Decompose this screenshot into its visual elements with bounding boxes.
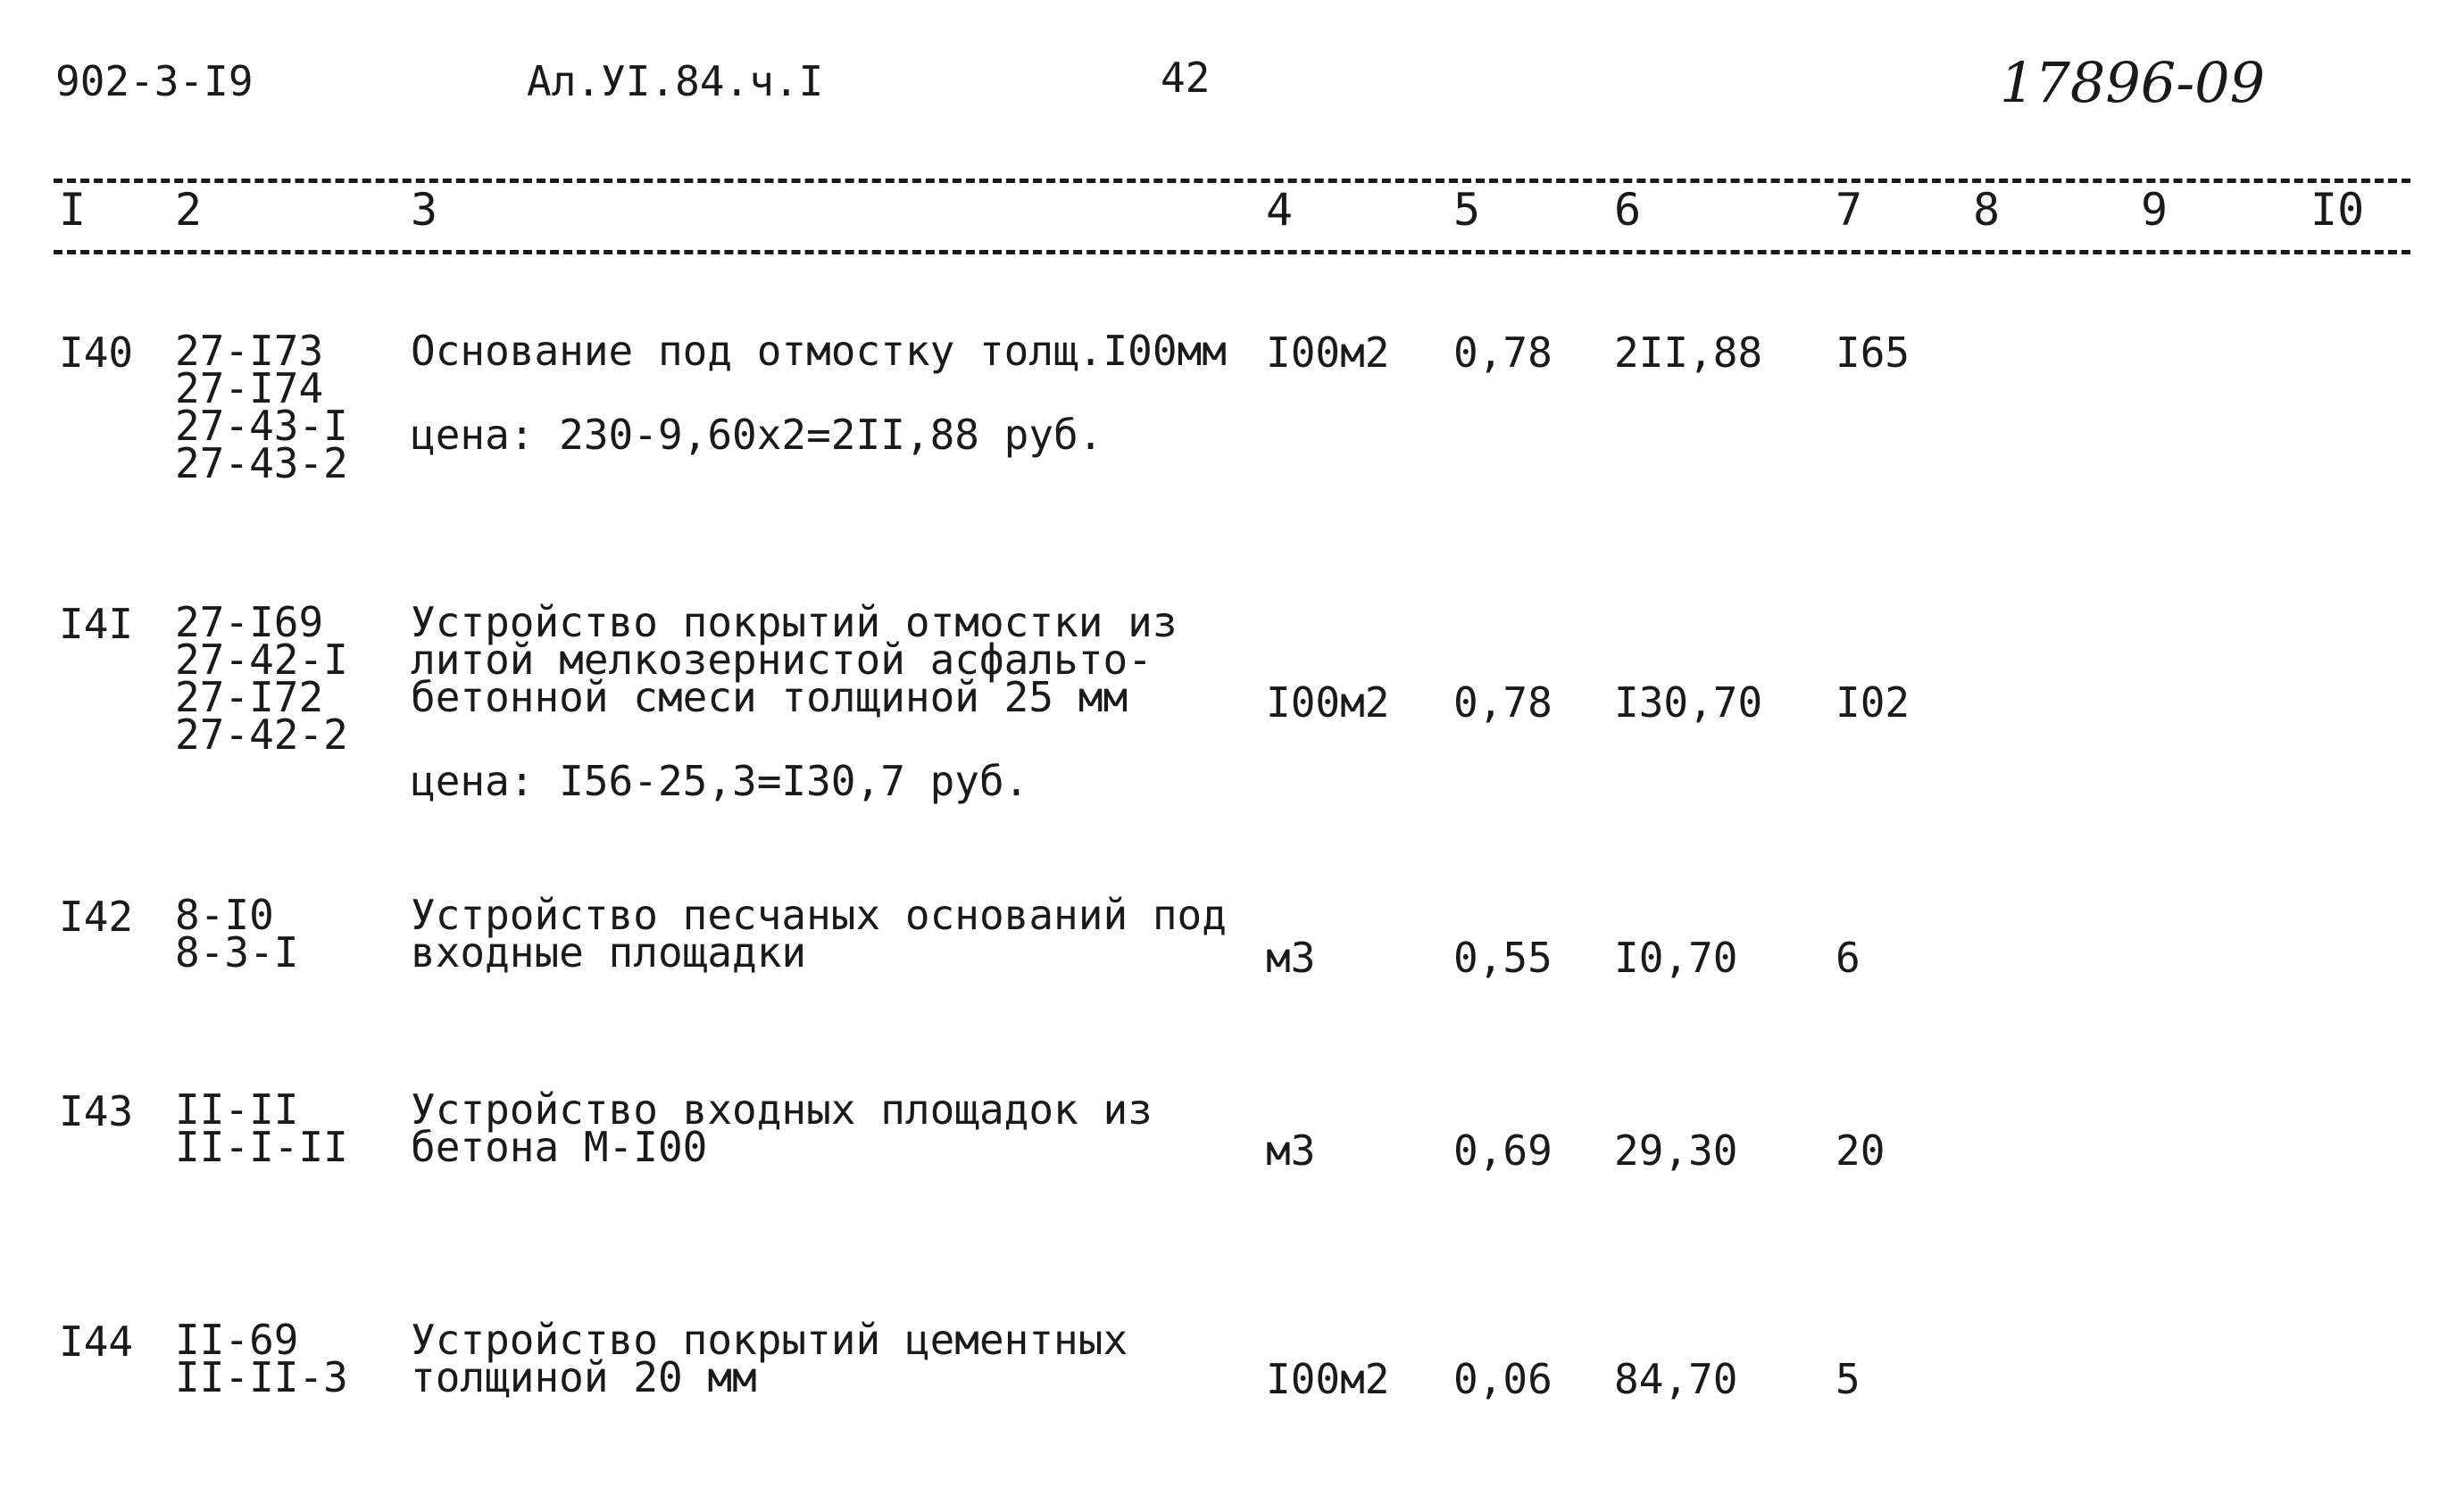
total-cell: 5 <box>1836 1355 1860 1403</box>
quantity-cell: 0,78 <box>1453 328 1552 377</box>
album-ref: Ал.УI.84.ч.I <box>527 57 824 105</box>
unit-cell: I00м2 <box>1266 678 1390 727</box>
page-number: 42 <box>1161 54 1211 102</box>
row-number: I42 <box>59 893 134 941</box>
quantity-cell: 0,06 <box>1453 1355 1552 1403</box>
unit-cell: I00м2 <box>1266 328 1390 377</box>
unit-cell: I00м2 <box>1266 1355 1390 1403</box>
cost-cell: I30,70 <box>1614 678 1763 727</box>
row-description <box>411 1316 1128 1401</box>
row-codes <box>175 1085 348 1171</box>
cost-cell: 2II,88 <box>1614 328 1763 377</box>
code-line: 27-I74 <box>175 364 324 412</box>
quantity-cell: 0,78 <box>1453 678 1552 727</box>
code-line: II-II <box>175 1085 299 1134</box>
col-header-8: 8 <box>1973 184 2001 236</box>
col-header-5: 5 <box>1453 184 1481 236</box>
code-line: II-II-3 <box>175 1353 348 1401</box>
row-number: I44 <box>59 1317 134 1366</box>
description-line: бетонной смеси толщиной 25 мм <box>411 673 1128 721</box>
price-note: цена: 230-9,60х2=2II,88 руб. <box>411 411 1103 459</box>
cost-cell: 84,70 <box>1614 1355 1738 1403</box>
row-description <box>411 891 1227 977</box>
code-line: II-69 <box>175 1316 299 1364</box>
row-codes <box>175 598 348 759</box>
total-cell: 20 <box>1836 1126 1885 1175</box>
unit-cell: м3 <box>1266 1126 1316 1175</box>
description-line: Устройство покрытий цементных <box>411 1316 1128 1364</box>
total-cell: I65 <box>1836 328 1910 377</box>
code-line: 27-42-I <box>175 636 348 684</box>
row-description <box>411 598 1178 721</box>
total-cell: 6 <box>1836 934 1860 982</box>
row-codes <box>175 327 348 487</box>
code-line: 27-43-2 <box>175 439 348 487</box>
col-header-6: 6 <box>1614 184 1642 236</box>
description-line: входные площадки <box>411 928 807 977</box>
code-line: 8-3-I <box>175 928 299 977</box>
code-line: 27-I69 <box>175 598 324 646</box>
total-cell: I02 <box>1836 678 1910 727</box>
quantity-cell: 0,69 <box>1453 1126 1552 1175</box>
row-number: I4I <box>59 600 134 648</box>
code-line: 27-I72 <box>175 673 324 721</box>
description-line: Устройство входных площадок из <box>411 1085 1153 1134</box>
description-line: толщиной 20 мм <box>411 1353 757 1401</box>
price-note: цена: I56-25,3=I30,7 руб. <box>411 757 1029 805</box>
row-number: I40 <box>59 328 134 377</box>
code-line: 27-42-2 <box>175 711 348 759</box>
description-line: Устройство покрытий отмостки из <box>411 598 1178 646</box>
col-header-9: 9 <box>2141 184 2168 236</box>
row-description <box>411 327 1227 375</box>
col-header-10: I0 <box>2310 184 2365 236</box>
col-header-2: 2 <box>175 184 203 236</box>
row-description <box>411 1085 1153 1171</box>
code-line: 27-I73 <box>175 327 324 375</box>
series-code: 902-3-I9 <box>55 57 254 105</box>
description-line: Устройство песчаных оснований под <box>411 891 1227 939</box>
description-line: Основание под отмостку толщ.I00мм <box>411 327 1227 375</box>
col-header-7: 7 <box>1836 184 1863 236</box>
col-header-3: 3 <box>411 184 438 236</box>
col-header-4: 4 <box>1266 184 1294 236</box>
row-codes <box>175 891 299 977</box>
code-line: II-I-II <box>175 1123 348 1171</box>
col-header-1: I <box>59 184 87 236</box>
row-codes <box>175 1316 348 1401</box>
row-number: I43 <box>59 1087 134 1135</box>
inventory-number: 17896-09 <box>2000 50 2266 115</box>
code-line: 27-43-I <box>175 402 348 450</box>
unit-cell: м3 <box>1266 934 1316 982</box>
header-rule-top <box>54 179 2410 183</box>
cost-cell: I0,70 <box>1614 934 1738 982</box>
quantity-cell: 0,55 <box>1453 934 1552 982</box>
header-rule-bottom <box>54 250 2410 254</box>
description-line: литой мелкозернистой асфальто- <box>411 636 1153 684</box>
cost-cell: 29,30 <box>1614 1126 1738 1175</box>
description-line: бетона М-I00 <box>411 1123 708 1171</box>
code-line: 8-I0 <box>175 891 274 939</box>
